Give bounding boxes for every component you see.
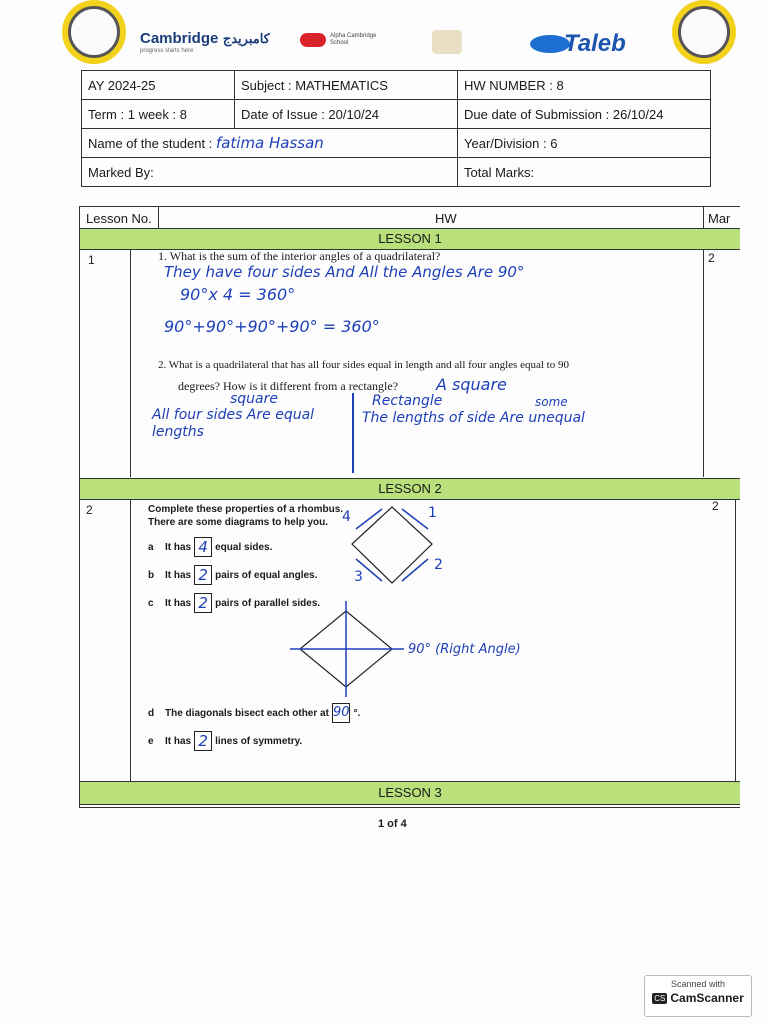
alpha-logo-text: Alpha Cambridge School [330,33,377,46]
property-b-answer: 2 [194,565,212,585]
marked-by-cell: Marked By: [82,158,458,187]
lesson-1-number: 1 [88,253,95,267]
property-d-letter: d [148,707,155,719]
lesson-no-header: Lesson No. [86,211,152,226]
marks-header: Mar [708,211,731,226]
camscanner-watermark [644,975,752,1017]
total-marks-cell: Total Marks: [458,158,711,187]
cambridge-arabic-text: كامبريدج [222,31,270,46]
property-c-letter: c [148,597,154,609]
property-a [148,537,272,557]
answer-2-title: A square [436,375,507,394]
left-badge-logo [62,0,126,64]
annotation-arrow [402,509,428,529]
annotation-arrow [356,509,382,529]
alpha-logo [300,33,390,47]
lesson-2-bar: LESSON 2 [80,478,740,500]
student-name-value: fatima Hassan [215,134,324,152]
subject-cell: Subject : MATHEMATICS [235,71,458,100]
property-b-post: pairs of equal angles. [215,569,318,581]
answer-2-divider [352,393,354,473]
property-d-post: °. [353,707,361,719]
diagram-label-3: 3 [354,569,363,585]
lesson-2-intro [148,503,343,529]
property-c-post: pairs of parallel sides. [215,597,321,609]
property-e-post: lines of symmetry. [215,735,303,747]
rhombus-diagram-diagonals [280,599,540,699]
diagram-note: 90° (Right Angle) [408,642,521,657]
property-e-letter: e [148,735,154,747]
property-a-pre: It has [165,541,192,553]
property-d-answer: 90 [332,703,351,723]
cambridge-logo [140,30,270,54]
answer-1-line-2: 90°x 4 = 360° [180,285,296,304]
property-b [148,565,317,585]
lesson-2-number: 2 [86,503,93,517]
lesson-2-intro-line-1: Complete these properties of a rhombus. [148,504,344,515]
property-d [148,703,360,723]
answer-1-line-3: 90°+90°+90°+90° = 360° [164,317,380,336]
taleb-logo-text: Taleb [564,30,626,57]
property-c-pre: It has [165,597,192,609]
crest-icon [432,30,462,54]
page-number: 1 of 4 [378,818,407,830]
student-name-cell [82,129,458,158]
property-c-answer: 2 [194,593,212,613]
property-a-answer: 4 [194,537,212,557]
camscanner-text: CamScanner [670,991,744,1005]
answer-2-some: some [535,395,568,409]
diagram-label-2: 2 [434,557,443,573]
homework-table [79,206,740,808]
year-division-cell: Year/Division : 6 [458,129,711,158]
property-e-pre: It has [165,735,192,747]
property-e [148,731,302,751]
property-d-pre: The diagonals bisect each other at [165,707,329,719]
diagram-label-1: 1 [428,505,437,521]
lesson-2-marks: 2 [712,499,719,513]
property-a-letter: a [148,541,154,553]
taleb-logo [530,30,626,58]
right-badge-logo [672,0,736,64]
camscanner-icon: CS [654,993,666,1003]
diagram-label-4: 4 [342,509,351,525]
answer-2-square-text: All four sides Are equal lengths [152,407,315,440]
answer-2-rectangle-text: The lengths of side Are unequal [362,410,585,426]
lesson-3-bar: LESSON 3 [80,781,740,805]
term-cell: Term : 1 week : 8 [82,100,235,129]
property-b-pre: It has [165,569,192,581]
rhombus-diagram-top [342,499,452,591]
hw-header: HW [435,211,457,226]
homework-table-header [80,207,740,230]
student-name-label: Name of the student : [88,136,213,151]
lesson-2-intro-line-2: There are some diagrams to help you. [148,517,329,528]
rhombus-top-shape [352,507,432,583]
info-table [81,70,711,187]
property-a-post: equal sides. [215,541,273,553]
answer-2-rectangle-head: Rectangle [372,393,443,409]
lesson-1-marks: 2 [708,251,715,265]
question-1: 1. What is the sum of the interior angles of a quadrilateral? [158,249,441,263]
answer-1-line-1: They have four sides And All the Angles Are 90° [164,263,525,281]
property-e-answer: 2 [194,731,212,751]
question-2-line-1: 2. What is a quadrilateral that has all four sides equal in length and all four angles equal to 90 [158,359,569,371]
question-2-line-2: degrees? How is it different from a rectangle? [178,379,399,393]
scanned-with-text: Scanned with [670,979,726,989]
ay-cell: AY 2024-25 [82,71,235,100]
hw-number-cell: HW NUMBER : 8 [458,71,711,100]
answer-2-square-head: square [230,391,279,407]
cambridge-tagline: progress starts here [140,48,194,54]
cambridge-logo-text: Cambridge [140,30,219,47]
due-date-cell: Due date of Submission : 26/10/24 [458,100,711,129]
issue-date-cell: Date of Issue : 20/10/24 [235,100,458,129]
property-b-letter: b [148,569,155,581]
lesson-1-bar: LESSON 1 [80,228,740,250]
